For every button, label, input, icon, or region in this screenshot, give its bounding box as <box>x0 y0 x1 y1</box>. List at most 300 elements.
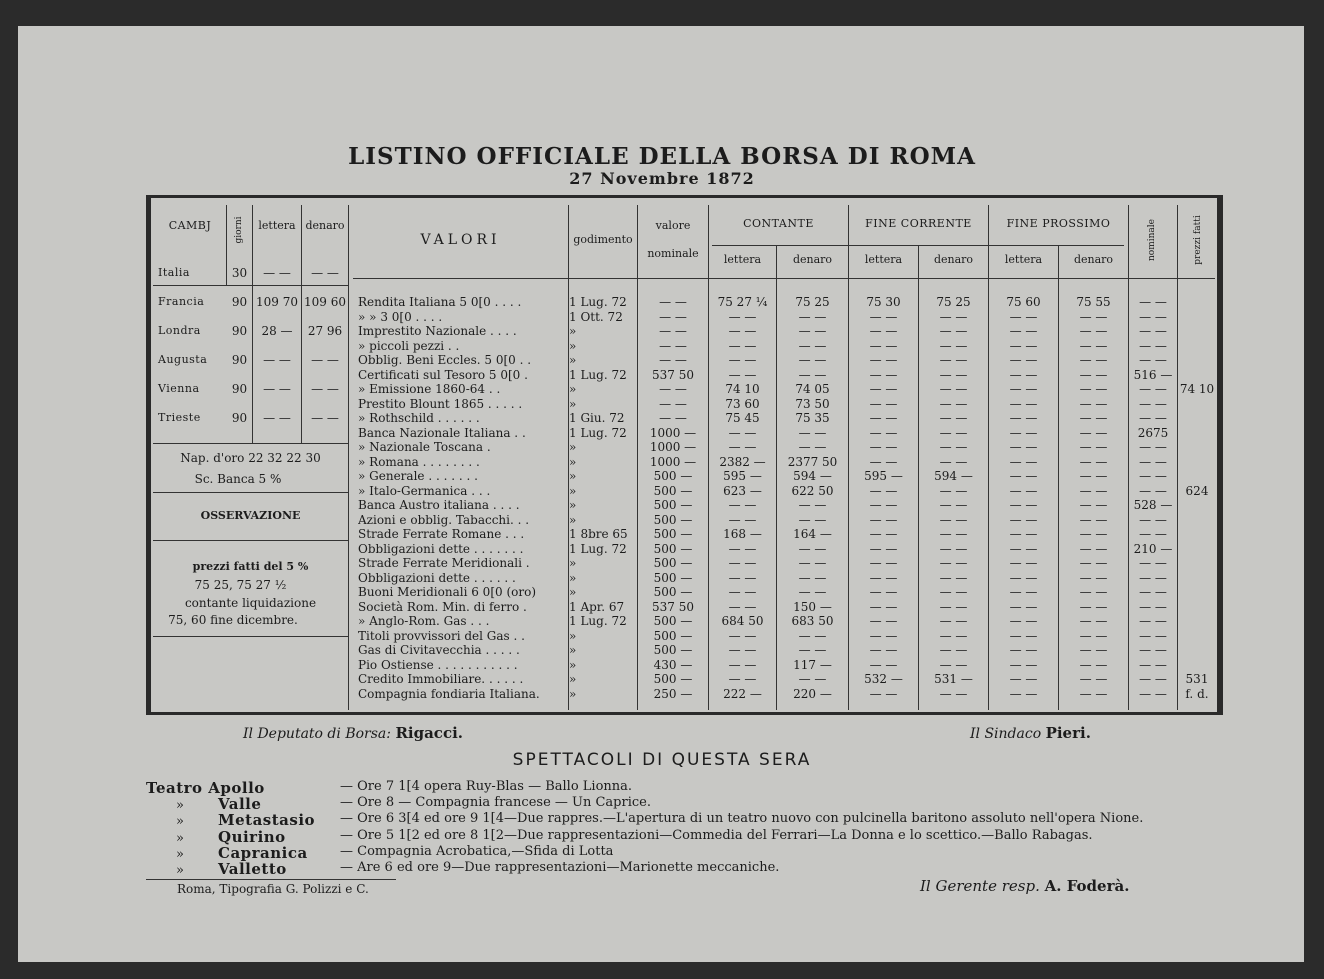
rule <box>353 278 1215 279</box>
spettacolo-text: — Compagnia Acrobatica,—Sfida di Lotta <box>340 843 614 859</box>
contante-denaro: — — <box>798 672 827 686</box>
prezzi-fatti: f. d. <box>1185 686 1209 701</box>
contante-denaro: — — <box>798 570 827 585</box>
fine-corrente-lettera: — — <box>869 628 898 643</box>
nominale: — — <box>1139 686 1167 701</box>
page-date: 27 Novembre 1872 <box>569 169 755 188</box>
fine-prossimo-lettera: — — <box>1009 643 1038 657</box>
contante-header: CONTANTE <box>743 217 814 230</box>
fine-prossimo-lettera: — — <box>1009 672 1038 686</box>
fine-corrente-lettera: 532 — <box>864 672 903 686</box>
fine-corrente-lettera: — — <box>869 556 898 570</box>
godimento: » <box>569 440 577 454</box>
fine-prossimo-denaro: — — <box>1079 382 1108 396</box>
osservazione-title: OSSERVAZIONE <box>200 509 301 522</box>
fine-corrente-header: FINE CORRENTE <box>865 217 972 230</box>
contante-lettera: 222 — <box>723 686 762 701</box>
spettacolo-text: — Are 6 ed ore 9—Due rappresentazioni—Marionette meccaniche. <box>340 860 780 875</box>
godimento: » <box>569 512 577 527</box>
deputato-label: Il Deputato di Borsa: <box>243 726 391 742</box>
cambi-place: Vienna <box>158 382 200 395</box>
contante-denaro: — — <box>798 367 827 382</box>
contante-denaro: 117 — <box>793 657 832 672</box>
godimento: 1 Lug. 72 <box>569 614 627 628</box>
fine-corrente-denaro: — — <box>939 396 968 411</box>
valore-name: » Emissione 1860-64 . . <box>358 382 501 396</box>
theatre-name: Capranica <box>218 843 308 862</box>
valore-header: valore <box>655 219 691 232</box>
fine-prossimo-denaro: — — <box>1079 541 1108 556</box>
fine-prossimo-lettera: — — <box>1009 440 1038 454</box>
godimento: » <box>569 353 577 367</box>
valore-name: Azioni e obblig. Tabacchi. . . <box>358 512 530 527</box>
valore-name: » Generale . . . . . . . <box>358 469 478 483</box>
contante-denaro: 220 — <box>793 686 832 701</box>
godimento: » <box>569 382 577 396</box>
fine-prossimo-denaro: — — <box>1079 440 1108 454</box>
cambi-denaro: — — <box>311 266 339 280</box>
valore-nominale: 500 — <box>653 483 693 498</box>
fine-corrente-lettera: — — <box>869 396 898 411</box>
fine-corrente-denaro: — — <box>939 324 968 338</box>
contante-lettera: — — <box>728 324 757 338</box>
nominale: — — <box>1139 338 1167 353</box>
valore-nominale: — — <box>659 396 687 411</box>
godimento: 1 Apr. 67 <box>569 599 625 614</box>
fine-corrente-lettera: — — <box>869 353 898 367</box>
contante-denaro: 75 25 <box>795 295 830 309</box>
fine-corrente-lettera: — — <box>869 599 898 614</box>
cambi-lettera: — — <box>263 411 291 425</box>
contante-lettera: — — <box>728 628 757 643</box>
cambi-lettera-header: lettera <box>258 219 296 232</box>
fine-corrente-denaro: — — <box>939 440 968 454</box>
contante-denaro: — — <box>798 309 827 324</box>
valore-name: Certificati sul Tesoro 5 0[0 . <box>358 367 528 382</box>
cambi-place: Italia <box>158 266 190 279</box>
valore-nominale-header: nominale <box>647 247 699 260</box>
fine-prossimo-lettera: — — <box>1009 382 1038 396</box>
cambi-denaro-header: denaro <box>305 219 345 232</box>
nominale: 516 — <box>1133 367 1173 382</box>
fine-corrente-lettera: — — <box>869 483 898 498</box>
fine-corrente-lettera: — — <box>869 686 898 701</box>
fine-corrente-denaro: — — <box>939 570 968 585</box>
godimento: » <box>569 570 577 585</box>
fine-corrente-lettera: — — <box>869 643 898 657</box>
fine-prossimo-denaro: — — <box>1079 672 1108 686</box>
contante-lettera: — — <box>728 672 757 686</box>
fine-prossimo-denaro-header: denaro <box>1073 253 1114 266</box>
fine-prossimo-denaro: — — <box>1079 556 1108 570</box>
fine-prossimo-denaro: — — <box>1079 367 1108 382</box>
cambi-lettera: 28 — <box>261 324 293 338</box>
godimento: 1 Lug. 72 <box>569 295 627 309</box>
fine-prossimo-lettera: — — <box>1009 657 1038 672</box>
contante-denaro: — — <box>798 628 827 643</box>
valore-name: Obblig. Beni Eccles. 5 0[0 . . <box>358 353 532 367</box>
spettacolo-text: — Ore 6 3[4 ed ore 9 1[4—Due rappres.—L'apertura di un teatro nuovo con pulcinella baritono assoluto nell'opera Nione. <box>340 811 1144 827</box>
godimento: » <box>569 396 577 411</box>
valore-nominale: 500 — <box>653 570 693 585</box>
valori-header: VALORI <box>420 232 501 248</box>
fine-corrente-denaro: — — <box>939 556 968 570</box>
contante-denaro: 683 50 <box>791 614 834 628</box>
valore-name: Banca Nazionale Italiana . . <box>358 425 526 440</box>
valore-nominale: 500 — <box>653 556 693 570</box>
fine-corrente-lettera: — — <box>869 411 898 425</box>
cambi-denaro: — — <box>311 353 339 367</box>
fine-prossimo-lettera: — — <box>1009 353 1038 367</box>
rule <box>146 879 396 880</box>
fine-prossimo-denaro: — — <box>1079 425 1108 440</box>
godimento: » <box>569 498 577 512</box>
godimento: » <box>569 454 577 469</box>
valore-name: Titoli provvissori del Gas . . <box>358 628 525 643</box>
spettacolo-theatre-cell <box>146 860 336 878</box>
godimento: » <box>569 643 577 657</box>
fine-corrente-lettera: — — <box>869 541 898 556</box>
valore-nominale: 500 — <box>653 628 693 643</box>
valore-name: Obbligazioni dette . . . . . . <box>358 570 516 585</box>
contante-lettera: — — <box>728 440 757 454</box>
osservazione-line: 75 25, 75 27 ½ <box>194 578 287 592</box>
valore-nominale: 500 — <box>653 585 693 599</box>
fine-corrente-denaro: — — <box>939 541 968 556</box>
gerente-label: Il Gerente resp. <box>920 877 1040 895</box>
fine-prossimo-lettera: — — <box>1009 585 1038 599</box>
fine-prossimo-lettera: — — <box>1009 541 1038 556</box>
cambi-header: CAMBJ <box>168 219 212 232</box>
contante-lettera-header: lettera <box>723 253 762 266</box>
godimento: 1 Lug. 72 <box>569 367 627 382</box>
cambi-denaro: 27 96 <box>307 324 343 338</box>
valore-name: Gas di Civitavecchia . . . . . <box>358 643 520 657</box>
contante-lettera: — — <box>728 585 757 599</box>
sconto-banca: Sc. Banca 5 % <box>194 472 282 486</box>
nominale: — — <box>1139 614 1167 628</box>
nominale: — — <box>1139 657 1167 672</box>
contante-lettera: — — <box>728 367 757 382</box>
contante-lettera: 623 — <box>723 483 762 498</box>
fine-corrente-lettera: 75 30 <box>866 295 901 309</box>
fine-prossimo-lettera: — — <box>1009 425 1038 440</box>
prezzi-fatti: 624 <box>1185 483 1209 498</box>
page-title: LISTINO OFFICIALE DELLA BORSA DI ROMA <box>348 143 976 170</box>
cambi-days: 90 <box>231 353 248 367</box>
rule <box>153 285 348 286</box>
spettacoli-title: SPETTACOLI DI QUESTA SERA <box>512 750 812 770</box>
valore-name: Strade Ferrate Romane . . . <box>358 527 525 541</box>
nominale: 210 — <box>1133 541 1173 556</box>
contante-lettera: 684 50 <box>721 614 764 628</box>
fine-prossimo-lettera: — — <box>1009 556 1038 570</box>
cambi-denaro: — — <box>311 411 339 425</box>
theatre-name: Valletto <box>218 860 287 878</box>
fine-corrente-denaro: 75 25 <box>936 295 971 309</box>
fine-corrente-denaro: — — <box>939 657 968 672</box>
fine-corrente-lettera: — — <box>869 454 898 469</box>
contante-lettera: — — <box>728 541 757 556</box>
cambi-lettera: — — <box>263 266 291 280</box>
contante-lettera: — — <box>728 657 757 672</box>
nominale: — — <box>1139 643 1167 657</box>
contante-lettera: — — <box>728 570 757 585</box>
cambi-days: 30 <box>231 266 248 280</box>
valore-nominale: — — <box>659 295 687 309</box>
theatre-name: Metastasio <box>218 811 316 830</box>
fine-prossimo-denaro: — — <box>1079 338 1108 353</box>
cambi-place: Augusta <box>158 353 208 366</box>
valore-name: Credito Immobiliare. . . . . . <box>358 672 524 686</box>
osservazione-line: prezzi fatti del 5 % <box>192 560 309 573</box>
nominale: — — <box>1139 324 1167 338</box>
nominale: — — <box>1139 628 1167 643</box>
valore-name: Strade Ferrate Meridionali . <box>358 556 530 570</box>
cambi-place: Londra <box>158 324 201 337</box>
fine-prossimo-denaro: — — <box>1079 324 1108 338</box>
godimento: » <box>569 628 577 643</box>
fine-prossimo-lettera: — — <box>1009 396 1038 411</box>
fine-prossimo-denaro: — — <box>1079 512 1108 527</box>
fine-corrente-denaro: — — <box>939 614 968 628</box>
contante-denaro: 74 05 <box>795 382 830 396</box>
fine-corrente-lettera: — — <box>869 570 898 585</box>
fine-prossimo-lettera: — — <box>1009 483 1038 498</box>
ditto-mark: » <box>176 846 184 862</box>
contante-denaro: 73 50 <box>795 396 830 411</box>
fine-prossimo-denaro: — — <box>1079 686 1108 701</box>
contante-denaro: — — <box>798 338 827 353</box>
contante-lettera: 74 10 <box>725 382 760 396</box>
fine-prossimo-denaro: — — <box>1079 614 1108 628</box>
osservazione-line: 75, 60 fine dicembre. <box>168 613 298 627</box>
fine-corrente-lettera: — — <box>869 440 898 454</box>
fine-corrente-denaro: — — <box>939 367 968 382</box>
cambi-days: 90 <box>231 324 248 338</box>
cambi-days: 90 <box>231 382 248 396</box>
contante-denaro: — — <box>798 556 827 570</box>
rule <box>1177 205 1178 710</box>
godimento: » <box>569 657 577 672</box>
nominale: — — <box>1139 570 1167 585</box>
valore-nominale: 500 — <box>653 643 693 657</box>
fine-corrente-lettera: — — <box>869 324 898 338</box>
deputato-signature <box>243 724 463 742</box>
godimento: » <box>569 556 577 570</box>
cambi-place: Trieste <box>158 411 201 424</box>
fine-prossimo-lettera: — — <box>1009 454 1038 469</box>
fine-corrente-lettera: — — <box>869 382 898 396</box>
rule <box>153 636 348 637</box>
fine-corrente-denaro: — — <box>939 309 968 324</box>
deputato-name: Rigacci. <box>395 724 463 742</box>
fine-prossimo-denaro: — — <box>1079 411 1108 425</box>
contante-denaro: — — <box>798 585 827 599</box>
ditto-mark: » <box>176 863 184 878</box>
valore-nominale: — — <box>659 338 687 353</box>
nominale: — — <box>1139 454 1167 469</box>
printer-credit: Roma, Tipografia G. Polizzi e C. <box>177 882 369 896</box>
fine-corrente-denaro: — — <box>939 338 968 353</box>
gerente-signature <box>920 877 1129 895</box>
cambi-denaro: 109 60 <box>304 295 346 309</box>
contante-lettera: 168 — <box>723 527 762 541</box>
fine-prossimo-lettera: — — <box>1009 527 1038 541</box>
fine-prossimo-denaro: — — <box>1079 527 1108 541</box>
valore-nominale: — — <box>659 382 687 396</box>
fine-corrente-denaro: — — <box>939 498 968 512</box>
spettacolo-text: — Ore 5 1[2 ed ore 8 1[2—Due rappresentazioni—Commedia del Ferrari—La Donna e lo scettico.—Ballo Rabagas. <box>340 827 1093 843</box>
contante-lettera: — — <box>728 353 757 367</box>
godimento: » <box>569 338 577 353</box>
fine-prossimo-header: FINE PROSSIMO <box>1006 217 1111 230</box>
fine-corrente-denaro-header: denaro <box>933 253 974 266</box>
cambi-days: 90 <box>231 295 248 309</box>
spettacolo-text: — Ore 7 1[4 opera Ruy-Blas — Ballo Lionna. <box>340 779 633 794</box>
fine-prossimo-denaro: — — <box>1079 483 1108 498</box>
fine-corrente-denaro: — — <box>939 686 968 701</box>
fine-prossimo-denaro: — — <box>1079 469 1108 483</box>
contante-lettera: — — <box>728 599 757 614</box>
fine-corrente-lettera: — — <box>869 498 898 512</box>
valore-nominale: 500 — <box>653 672 693 686</box>
nominale: — — <box>1139 353 1167 367</box>
nominale: — — <box>1139 512 1167 527</box>
prezzi-fatti-header: prezzi fatti <box>1193 215 1203 265</box>
fine-corrente-denaro: — — <box>939 628 968 643</box>
contante-denaro: — — <box>798 541 827 556</box>
nominale: 2675 <box>1137 425 1169 440</box>
fine-corrente-lettera: 595 — <box>864 469 903 483</box>
valore-name: Pio Ostiense . . . . . . . . . . . <box>358 657 518 672</box>
nominale: — — <box>1139 527 1167 541</box>
valore-nominale: — — <box>659 353 687 367</box>
contante-denaro: 622 50 <box>791 483 834 498</box>
contante-denaro: — — <box>798 498 827 512</box>
valore-name: » Romana . . . . . . . . <box>358 454 480 469</box>
theatre-name: Valle <box>218 795 262 814</box>
fine-prossimo-lettera: — — <box>1009 367 1038 382</box>
godimento: » <box>569 469 577 483</box>
sindaco-name: Pieri. <box>1045 724 1091 742</box>
napoleoni: Nap. d'oro 22 32 22 30 <box>180 451 321 465</box>
valore-nominale: 1000 — <box>649 425 697 440</box>
fine-prossimo-denaro: — — <box>1079 657 1108 672</box>
fine-prossimo-lettera: — — <box>1009 512 1038 527</box>
fine-prossimo-lettera: — — <box>1009 324 1038 338</box>
valore-name: » piccoli pezzi . . <box>358 338 460 353</box>
fine-corrente-lettera: — — <box>869 338 898 353</box>
contante-lettera: 73 60 <box>725 396 760 411</box>
contante-lettera: — — <box>728 643 757 657</box>
fine-prossimo-denaro: — — <box>1079 353 1108 367</box>
fine-prossimo-denaro: — — <box>1079 309 1108 324</box>
rule <box>153 443 348 444</box>
valore-name: Società Rom. Min. di ferro . <box>358 599 527 614</box>
nominale-header: nominale <box>1147 219 1157 261</box>
contante-lettera: 595 — <box>723 469 762 483</box>
contante-lettera: — — <box>728 498 757 512</box>
nominale: — — <box>1139 483 1167 498</box>
contante-denaro: 75 35 <box>795 411 830 425</box>
valore-name: » Italo-Germanica . . . <box>358 483 491 498</box>
valore-name: » » 3 0[0 . . . . <box>358 309 443 324</box>
valore-nominale: 537 50 <box>652 367 694 382</box>
contante-denaro: 164 — <box>793 527 832 541</box>
nominale: — — <box>1139 295 1167 309</box>
cambi-lettera: 109 70 <box>256 295 298 309</box>
contante-lettera: 75 45 <box>725 411 760 425</box>
valore-nominale: 1000 — <box>649 440 697 454</box>
theatre-name: Quirino <box>218 827 286 846</box>
fine-corrente-denaro: — — <box>939 512 968 527</box>
contante-denaro: 594 — <box>793 469 832 483</box>
nominale: — — <box>1139 556 1167 570</box>
fine-prossimo-lettera-header: lettera <box>1004 253 1043 266</box>
valore-nominale: 500 — <box>653 527 693 541</box>
fine-prossimo-denaro: — — <box>1079 585 1108 599</box>
nominale: — — <box>1139 672 1167 686</box>
contante-lettera: — — <box>728 425 757 440</box>
fine-prossimo-lettera: — — <box>1009 614 1038 628</box>
valore-nominale: 250 — <box>653 686 693 701</box>
valore-nominale: 500 — <box>653 498 693 512</box>
cambi-denaro: — — <box>311 382 339 396</box>
valore-nominale: 500 — <box>653 512 693 527</box>
nominale: — — <box>1139 382 1167 396</box>
fine-corrente-denaro: — — <box>939 454 968 469</box>
cambi-lettera: — — <box>263 353 291 367</box>
fine-corrente-lettera: — — <box>869 527 898 541</box>
valore-name: Compagnia fondiaria Italiana. <box>358 686 540 701</box>
fine-prossimo-denaro: — — <box>1079 628 1108 643</box>
fine-prossimo-denaro: — — <box>1079 643 1108 657</box>
fine-corrente-denaro: — — <box>939 527 968 541</box>
giorni-header: giorni <box>234 216 244 244</box>
nominale: — — <box>1139 411 1167 425</box>
contante-lettera: — — <box>728 338 757 353</box>
godimento-header: godimento <box>573 233 633 246</box>
contante-lettera: — — <box>728 512 757 527</box>
contante-denaro: — — <box>798 324 827 338</box>
fine-corrente-lettera: — — <box>869 585 898 599</box>
contante-denaro-header: denaro <box>792 253 833 266</box>
valore-name: Rendita Italiana 5 0[0 . . . . <box>358 295 522 309</box>
valore-name: Prestito Blount 1865 . . . . . <box>358 396 523 411</box>
fine-corrente-lettera: — — <box>869 657 898 672</box>
valore-nominale: 500 — <box>653 541 693 556</box>
fine-corrente-denaro: — — <box>939 425 968 440</box>
ditto-mark: » <box>176 798 184 814</box>
godimento: » <box>569 672 577 686</box>
valore-nominale: 500 — <box>653 469 693 483</box>
fine-corrente-lettera: — — <box>869 425 898 440</box>
valore-name: Imprestito Nazionale . . . . <box>358 324 517 338</box>
valore-nominale: 1000 — <box>649 454 697 469</box>
contante-denaro: 2377 50 <box>787 454 838 469</box>
valore-nominale: 537 50 <box>652 599 694 614</box>
ditto-mark: » <box>176 830 184 846</box>
godimento: 1 Lug. 72 <box>569 425 627 440</box>
valore-name: » Nazionale Toscana . <box>358 440 491 454</box>
godimento: 1 8bre 65 <box>569 527 628 541</box>
sindaco-signature <box>970 724 1091 742</box>
contante-denaro: — — <box>798 512 827 527</box>
godimento: » <box>569 324 577 338</box>
godimento: » <box>569 585 577 599</box>
contante-lettera: — — <box>728 556 757 570</box>
